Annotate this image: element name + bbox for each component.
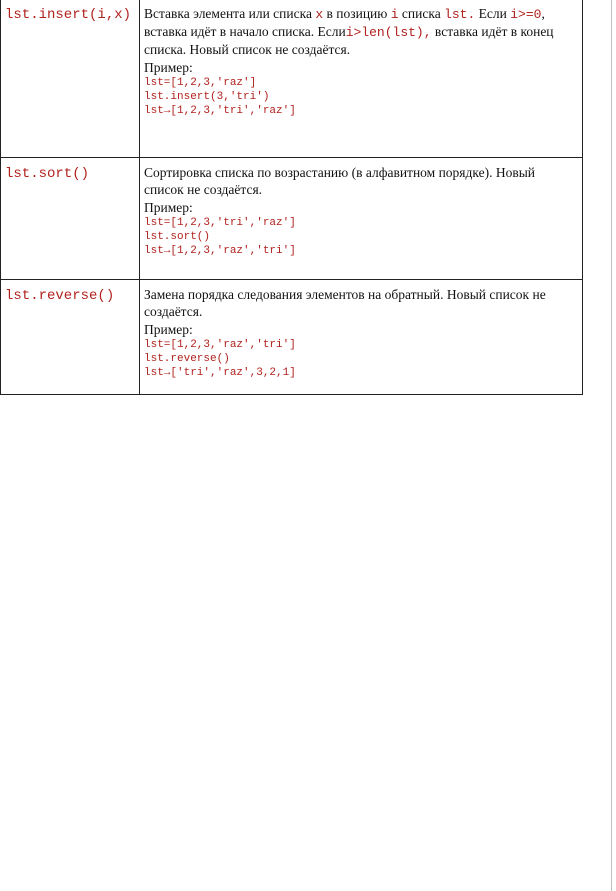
table-row	[1, 280, 583, 395]
example-code-line: lst.reverse()	[144, 353, 230, 365]
description-cell	[140, 158, 583, 280]
table-row	[1, 158, 583, 280]
example-code-line: lst=[1,2,3,'tri','raz']	[144, 217, 296, 229]
method-cell	[1, 0, 140, 158]
example-label: Пример:	[144, 322, 193, 337]
method-cell	[1, 280, 140, 395]
example-code-line: lst→['tri','raz',3,2,1]	[144, 367, 296, 379]
method-name: lst.sort()	[5, 166, 90, 182]
description-text: списка	[398, 6, 445, 21]
description-text: вставка идёт в конец списка. Новый список не создаётся.	[144, 24, 554, 57]
example-code-line: lst=[1,2,3,'raz','tri']	[144, 339, 296, 351]
method-name: lst.insert(i,x)	[5, 7, 132, 23]
inline-code: x	[315, 7, 324, 22]
description-text: , вставка идёт в начало списка. Если	[144, 6, 545, 39]
inline-code: i	[390, 7, 399, 22]
example-code-line: lst.sort()	[144, 231, 211, 243]
page-edge-divider	[611, 0, 612, 891]
inline-code: lst.	[444, 7, 476, 22]
method-name: lst.reverse()	[5, 288, 115, 304]
description-text: Замена порядка следования элементов на обратный. Новый список не создаётся.	[144, 287, 546, 319]
example-code-line: lst→[1,2,3,'tri','raz']	[144, 105, 296, 117]
example-code-line: lst.insert(3,'tri')	[144, 91, 270, 103]
example-code-line: lst=[1,2,3,'raz']	[144, 77, 257, 89]
example-label: Пример:	[144, 60, 193, 75]
inline-code: i>len(lst),	[345, 25, 432, 40]
description-text: Вставка элемента или списка	[144, 6, 316, 21]
example-code-line: lst→[1,2,3,'raz','tri']	[144, 245, 296, 257]
example-label: Пример:	[144, 200, 193, 215]
description-text: Если	[475, 6, 511, 21]
description-text: в позицию	[323, 6, 391, 21]
method-cell	[1, 158, 140, 280]
inline-code: i>=0	[510, 7, 542, 22]
table-row	[1, 0, 583, 158]
description-text: Сортировка списка по возрастанию (в алфавитном порядке). Новый список не создаётся.	[144, 165, 536, 197]
methods-table	[0, 0, 583, 395]
description-cell	[140, 280, 583, 395]
description-cell	[140, 0, 583, 158]
